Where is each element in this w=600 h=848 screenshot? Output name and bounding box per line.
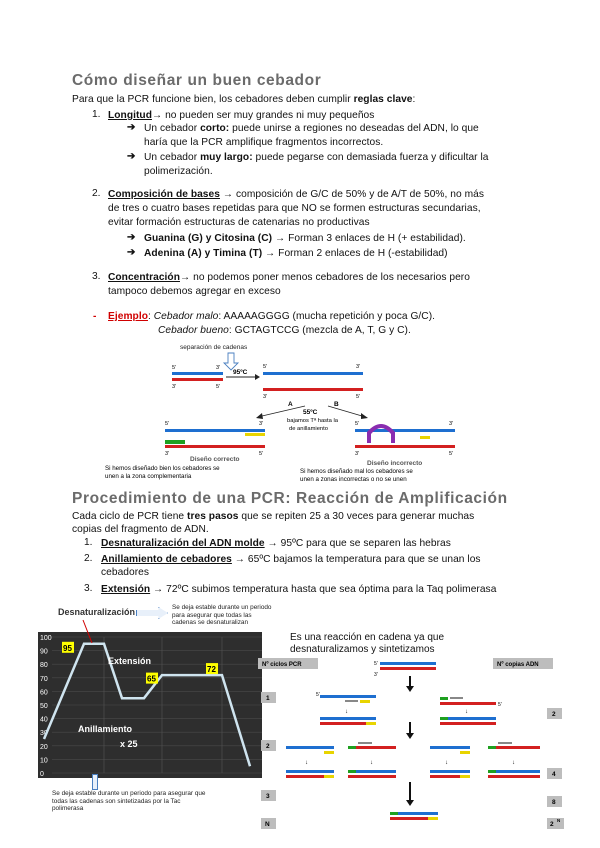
example-good-primer: Cebador bueno: GCTAGTCCG (mezcla de A, T, G y C). [158,325,411,336]
down-arrow-icon: ↓ [305,760,308,766]
step-annealing: Anillamiento de cebadores → 65ºC bajamos la temperatura para que se unan los [101,554,481,565]
strand-end-label: 3' [259,421,264,427]
dna-strand [430,746,470,749]
y-tick-label: 50 [40,703,48,710]
step-annealing-cont: cebadores [101,567,150,578]
extension-chart-label: Extensión [108,656,152,666]
down-arrow-icon: ↓ [512,760,515,766]
annealing-desc: de anillamiento [289,426,328,432]
list-number: 2. [92,188,101,199]
down-arrow-icon: ↓ [345,709,348,715]
denaturation-chart-label: Desnaturalización [58,607,136,617]
primer-green [488,770,496,773]
primer-green [440,717,448,720]
strand-end-label: 3' [172,384,177,390]
list-item-composition: Composición de bases → composición de G/C de 50% y de A/T de 50%, no más [108,189,484,200]
dna-strand [398,812,438,815]
copies-exponent: N [557,818,561,823]
example-bullet: - [93,311,97,322]
primer-yellow [324,775,334,778]
pcr-intro: Cada ciclo de PCR tiene tres pasos que se repiten 25 a 30 veces para generar muchas [72,511,475,522]
y-tick-label: 20 [40,743,48,751]
dna-strand [430,775,460,778]
intro-paragraph: Para que la PCR funcione bien, los cebadores deben cumplir reglas clave: [72,94,416,105]
dna-strand [348,775,396,778]
list-item-composition-cont2: evitar formación estructuras de catenarias no productivas [108,217,370,228]
strand-end-label: 5' [165,421,170,427]
copies-row-label: 2 [550,821,554,828]
incorrect-caption: unen a zonas incorrectas o no se unen [300,476,407,483]
y-tick-label: 60 [40,689,48,697]
cycle-row-label: 3 [266,793,270,800]
dna-strand [440,702,496,705]
pcr-intro-cont: copias del fragmento de ADN. [72,524,209,535]
strand-end-label: 5' [355,421,360,427]
strand-end-label: 5' [259,451,264,457]
strand-end-label: 5' [356,394,361,400]
strand-end-label: 3' [355,451,360,457]
strand-end-label: 3' [449,421,454,427]
step-extension: Extensión → 72ºC subimos temperatura hasta que sea óptima para la Taq polimerasa [101,584,497,595]
extension-note: Se deja estable durante un periodo para asegurar que todas las cadenas son sintetizadas por la Tac polimerasa [52,790,206,812]
list-item-length: Longitud→ no pueden ser muy grandes ni muy pequeños [108,110,375,121]
strand-end-label: 3' [216,365,221,371]
dna-strand [496,770,540,773]
primer-green [390,812,398,815]
separation-label: separación de cadenas [180,344,248,351]
arrow-bullet-icon: ➔ [127,151,136,162]
list-item-composition-cont: de tres o cuatro bases repetidas para que NO se formen estructuras secundarias, [108,203,481,214]
primer-yellow [428,817,438,820]
cycle-row-label: 1 [266,695,270,702]
primer-yellow [366,722,376,725]
primer-green [348,746,356,749]
y-tick-label: 90 [40,648,48,656]
arrow-head [406,733,414,739]
copies-row-label: 4 [552,771,556,778]
dna-strand [496,746,540,749]
dna-strand [390,817,428,820]
data-label: 65 [147,674,156,684]
section-title-pcr-procedure: Procedimiento de una PCR: Reacción de Amplificación [72,490,508,507]
primer-green [348,770,356,773]
temp-95-label: 95ºC [233,369,248,376]
primer-yellow [324,751,334,754]
dna-strand [286,775,324,778]
sub-item-long-cont: polimerización. [144,166,213,177]
y-tick-label: 70 [40,675,48,683]
list-number: 1. [92,109,101,120]
strand-end-label: 5' [374,661,378,667]
dna-strand [320,717,376,720]
annealing-chart-label: Anillamiento [78,724,133,734]
chain-reaction-title: Es una reacción en cadena ya que desnaturalizamos y sintetizamos [290,632,444,655]
strand-end-label: 5' [316,692,320,698]
correct-design-label: Diseño correcto [190,456,240,463]
primer-yellow [360,700,370,703]
dna-strand [448,717,496,720]
sub-item-long: Un cebador muy largo: puede pegarse con demasiada fuerza y dificultar la [144,152,489,163]
dna-strand [356,746,396,749]
sub-item-gc: Guanina (G) y Citosina (C) → Forman 3 enlaces de H (+ estabilidad). [144,233,466,244]
dna-strand [286,746,334,749]
list-number: 3. [84,583,93,594]
step-denaturation: Desnaturalización del ADN molde → 95ºC para que se separen las hebras [101,538,451,549]
sub-item-short: Un cebador corto: puede unirse a regiones no deseadas del ADN, lo que [144,123,479,134]
correct-caption: unen a la zona complementaria [105,473,192,480]
arrow-bullet-icon: ➔ [127,247,136,258]
sub-item-short-cont: haría que la PCR amplifique fragmentos incorrectos. [144,137,384,148]
strand-end-label: 3' [374,672,378,678]
strand-end-label: 3' [356,364,361,370]
dna-strand [488,775,540,778]
y-tick-label: 80 [40,662,48,670]
y-tick-label: 100 [40,635,52,642]
cycle-row-label: 2 [266,743,270,750]
y-tick-label: 40 [40,716,48,724]
dna-strand [356,770,396,773]
strand-end-label: 5' [498,702,502,708]
correct-caption: Si hemos diseñado bien los cebadores se [105,465,220,472]
dna-template-red [380,667,436,670]
data-label: 72 [207,665,216,675]
left-header: Nº ciclos PCR [262,662,302,668]
dna-template-blue [380,662,436,665]
primer-yellow [460,751,470,754]
cycle-row-label: N [265,821,270,828]
list-number: 3. [92,271,101,282]
dna-strand [430,770,470,773]
dna-strand [320,722,366,725]
strand-end-label: 3' [165,451,170,457]
right-header: Nº copias ADN [497,662,539,668]
copies-row-label: 8 [552,799,556,806]
copies-row-label: 2 [552,711,556,718]
branch-a-label: A [288,401,293,408]
annealing-desc: bajamos Tª hasta la [287,418,339,424]
dna-strand [320,695,376,698]
data-label: 95 [63,643,72,653]
denaturation-note: Se deja estable durante un periodo para asegurar que todas las cadenas se desnaturalizan [172,604,272,626]
section-title-primer-design: Cómo diseñar un buen cebador [72,72,322,89]
cycles-label: x 25 [120,739,138,749]
strand-end-label: 5' [172,365,177,371]
list-item-concentration: Concentración→ no podemos poner menos cebadores de los necesarios pero [108,272,470,283]
strand-end-label: 5' [216,384,221,390]
arrow-head [406,800,414,806]
y-tick-label: 0 [40,771,44,778]
y-tick-label: 30 [40,730,48,738]
example-bad-primer: Ejemplo: Cebador malo: AAAAAGGGG (mucha repetición y poca G/C). [108,311,436,322]
down-arrow-icon: ↓ [465,709,468,715]
incorrect-caption: Si hemos diseñado mal los cebadores se [300,468,413,475]
incorrect-design-label: Diseño incorrecto [367,460,423,467]
arrow-bullet-icon: ➔ [127,232,136,243]
dna-strand [440,722,496,725]
primer-green [440,697,448,700]
dna-strand [286,770,334,773]
primer-yellow [460,775,470,778]
down-arrow-icon: ↓ [445,760,448,766]
sub-item-at: Adenina (A) y Timina (T) → Forman 2 enlaces de H (-estabilidad) [144,248,448,259]
list-number: 1. [84,537,93,548]
strand-end-label: 3' [263,394,268,400]
strand-end-label: 5' [263,364,268,370]
primer-green [488,746,496,749]
y-tick-label: 10 [40,757,48,765]
branch-b-label: B [334,401,339,408]
arrow-head [406,686,414,692]
list-item-concentration-cont: tampoco debemos agregar en exceso [108,286,281,297]
strand-end-label: 5' [449,451,454,457]
arrow-bullet-icon: ➔ [127,122,136,133]
list-number: 2. [84,553,93,564]
down-arrow-icon: ↓ [370,760,373,766]
temp-55-label: 55ºC [303,409,318,416]
